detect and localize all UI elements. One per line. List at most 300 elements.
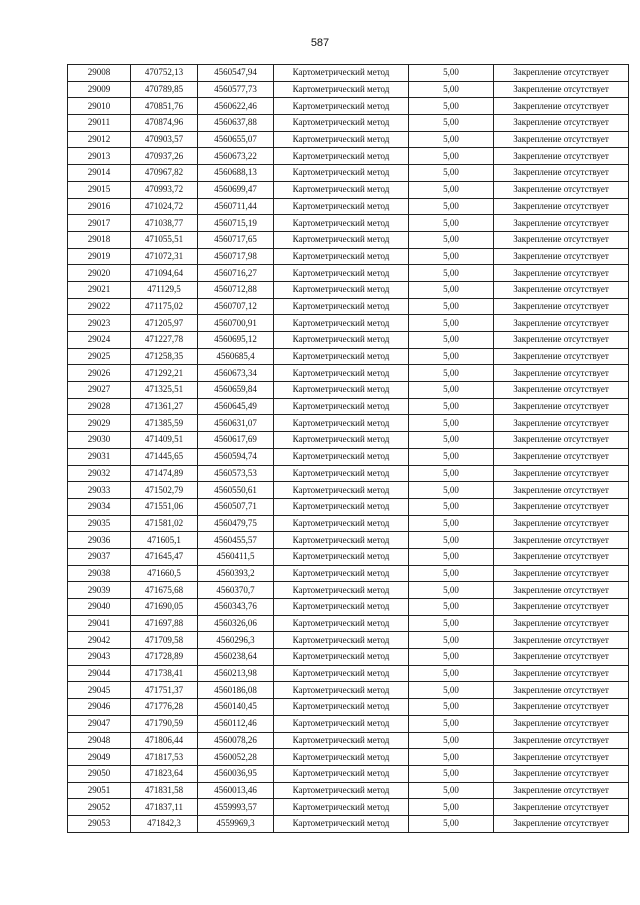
method-cell: Картометрический метод [274, 231, 409, 248]
method-cell: Картометрический метод [274, 632, 409, 649]
x-coordinate-cell: 471175,02 [131, 298, 198, 315]
point-number-cell: 29037 [68, 548, 131, 565]
y-coordinate-cell: 4560712,88 [198, 281, 274, 298]
y-coordinate-cell: 4560052,28 [198, 749, 274, 766]
fixation-cell: Закрепление отсутствует [494, 165, 629, 182]
y-coordinate-cell: 4560036,95 [198, 765, 274, 782]
y-coordinate-cell: 4560655,07 [198, 131, 274, 148]
point-number-cell: 29017 [68, 215, 131, 232]
y-coordinate-cell: 4560343,76 [198, 599, 274, 616]
y-coordinate-cell: 4560699,47 [198, 181, 274, 198]
y-coordinate-cell: 4560213,98 [198, 665, 274, 682]
y-coordinate-cell: 4559969,3 [198, 815, 274, 832]
accuracy-cell: 5,00 [409, 749, 494, 766]
table-row [68, 315, 629, 332]
point-number-cell: 29033 [68, 482, 131, 499]
method-cell: Картометрический метод [274, 749, 409, 766]
fixation-cell: Закрепление отсутствует [494, 448, 629, 465]
point-number-cell: 29032 [68, 465, 131, 482]
table-row [68, 131, 629, 148]
point-number-cell: 29041 [68, 615, 131, 632]
accuracy-cell: 5,00 [409, 198, 494, 215]
table-row [68, 649, 629, 666]
method-cell: Картометрический метод [274, 465, 409, 482]
x-coordinate-cell: 471675,68 [131, 582, 198, 599]
y-coordinate-cell: 4560013,46 [198, 782, 274, 799]
point-number-cell: 29042 [68, 632, 131, 649]
y-coordinate-cell: 4560479,75 [198, 515, 274, 532]
table-row [68, 215, 629, 232]
point-number-cell: 29052 [68, 799, 131, 816]
table-row [68, 398, 629, 415]
y-coordinate-cell: 4560631,07 [198, 415, 274, 432]
method-cell: Картометрический метод [274, 131, 409, 148]
point-number-cell: 29035 [68, 515, 131, 532]
x-coordinate-cell: 471660,5 [131, 565, 198, 582]
table-row [68, 165, 629, 182]
fixation-cell: Закрепление отсутствует [494, 348, 629, 365]
point-number-cell: 29014 [68, 165, 131, 182]
x-coordinate-cell: 471738,41 [131, 665, 198, 682]
method-cell: Картометрический метод [274, 298, 409, 315]
fixation-cell: Закрепление отсутствует [494, 281, 629, 298]
fixation-cell: Закрепление отсутствует [494, 482, 629, 499]
x-coordinate-cell: 471817,53 [131, 749, 198, 766]
accuracy-cell: 5,00 [409, 515, 494, 532]
method-cell: Картометрический метод [274, 565, 409, 582]
method-cell: Картометрический метод [274, 515, 409, 532]
accuracy-cell: 5,00 [409, 181, 494, 198]
point-number-cell: 29026 [68, 365, 131, 382]
y-coordinate-cell: 4560550,61 [198, 482, 274, 499]
y-coordinate-cell: 4560577,73 [198, 81, 274, 98]
x-coordinate-cell: 470937,26 [131, 148, 198, 165]
fixation-cell: Закрепление отсутствует [494, 565, 629, 582]
accuracy-cell: 5,00 [409, 732, 494, 749]
table-row [68, 181, 629, 198]
x-coordinate-cell: 471227,78 [131, 332, 198, 349]
point-number-cell: 29016 [68, 198, 131, 215]
table-row [68, 115, 629, 132]
method-cell: Картометрический метод [274, 615, 409, 632]
x-coordinate-cell: 471205,97 [131, 315, 198, 332]
fixation-cell: Закрепление отсутствует [494, 315, 629, 332]
method-cell: Картометрический метод [274, 365, 409, 382]
table-row [68, 65, 629, 82]
point-number-cell: 29048 [68, 732, 131, 749]
point-number-cell: 29020 [68, 265, 131, 282]
x-coordinate-cell: 471502,79 [131, 482, 198, 499]
table-row [68, 465, 629, 482]
y-coordinate-cell: 4560112,46 [198, 715, 274, 732]
x-coordinate-cell: 471445,65 [131, 448, 198, 465]
y-coordinate-cell: 4560326,06 [198, 615, 274, 632]
y-coordinate-cell: 4560411,5 [198, 548, 274, 565]
x-coordinate-cell: 471806,44 [131, 732, 198, 749]
method-cell: Картометрический метод [274, 332, 409, 349]
table-row [68, 565, 629, 582]
accuracy-cell: 5,00 [409, 532, 494, 549]
table-row [68, 665, 629, 682]
y-coordinate-cell: 4560296,3 [198, 632, 274, 649]
accuracy-cell: 5,00 [409, 599, 494, 616]
accuracy-cell: 5,00 [409, 765, 494, 782]
y-coordinate-cell: 4560716,27 [198, 265, 274, 282]
y-coordinate-cell: 4560717,65 [198, 231, 274, 248]
table-row [68, 682, 629, 699]
accuracy-cell: 5,00 [409, 165, 494, 182]
method-cell: Картометрический метод [274, 148, 409, 165]
y-coordinate-cell: 4560370,7 [198, 582, 274, 599]
x-coordinate-cell: 471837,11 [131, 799, 198, 816]
accuracy-cell: 5,00 [409, 415, 494, 432]
y-coordinate-cell: 4560645,49 [198, 398, 274, 415]
point-number-cell: 29008 [68, 65, 131, 82]
y-coordinate-cell: 4560617,69 [198, 432, 274, 449]
table-row [68, 265, 629, 282]
method-cell: Картометрический метод [274, 382, 409, 399]
x-coordinate-cell: 471645,47 [131, 548, 198, 565]
point-number-cell: 29039 [68, 582, 131, 599]
accuracy-cell: 5,00 [409, 348, 494, 365]
point-number-cell: 29050 [68, 765, 131, 782]
point-number-cell: 29015 [68, 181, 131, 198]
accuracy-cell: 5,00 [409, 448, 494, 465]
table-row [68, 382, 629, 399]
fixation-cell: Закрепление отсутствует [494, 231, 629, 248]
x-coordinate-cell: 470903,57 [131, 131, 198, 148]
point-number-cell: 29027 [68, 382, 131, 399]
point-number-cell: 29019 [68, 248, 131, 265]
x-coordinate-cell: 471325,51 [131, 382, 198, 399]
y-coordinate-cell: 4560685,4 [198, 348, 274, 365]
x-coordinate-cell: 471551,06 [131, 498, 198, 515]
fixation-cell: Закрепление отсутствует [494, 148, 629, 165]
table-row [68, 448, 629, 465]
y-coordinate-cell: 4560715,19 [198, 215, 274, 232]
fixation-cell: Закрепление отсутствует [494, 298, 629, 315]
y-coordinate-cell: 4560707,12 [198, 298, 274, 315]
y-coordinate-cell: 4560078,26 [198, 732, 274, 749]
accuracy-cell: 5,00 [409, 365, 494, 382]
y-coordinate-cell: 4560594,74 [198, 448, 274, 465]
method-cell: Картометрический метод [274, 649, 409, 666]
fixation-cell: Закрепление отсутствует [494, 398, 629, 415]
method-cell: Картометрический метод [274, 582, 409, 599]
point-number-cell: 29029 [68, 415, 131, 432]
point-number-cell: 29046 [68, 699, 131, 716]
point-number-cell: 29028 [68, 398, 131, 415]
table-row [68, 615, 629, 632]
table-row [68, 81, 629, 98]
fixation-cell: Закрепление отсутствует [494, 532, 629, 549]
table-row [68, 98, 629, 115]
table-row [68, 732, 629, 749]
fixation-cell: Закрепление отсутствует [494, 498, 629, 515]
y-coordinate-cell: 4560573,53 [198, 465, 274, 482]
point-number-cell: 29010 [68, 98, 131, 115]
point-number-cell: 29011 [68, 115, 131, 132]
method-cell: Картометрический метод [274, 65, 409, 82]
table-row [68, 582, 629, 599]
point-number-cell: 29047 [68, 715, 131, 732]
point-number-cell: 29049 [68, 749, 131, 766]
method-cell: Картометрический метод [274, 715, 409, 732]
method-cell: Картометрический метод [274, 448, 409, 465]
point-number-cell: 29053 [68, 815, 131, 832]
x-coordinate-cell: 471055,51 [131, 231, 198, 248]
accuracy-cell: 5,00 [409, 248, 494, 265]
fixation-cell: Закрепление отсутствует [494, 465, 629, 482]
method-cell: Картометрический метод [274, 799, 409, 816]
fixation-cell: Закрепление отсутствует [494, 782, 629, 799]
fixation-cell: Закрепление отсутствует [494, 81, 629, 98]
point-number-cell: 29024 [68, 332, 131, 349]
y-coordinate-cell: 4560695,12 [198, 332, 274, 349]
x-coordinate-cell: 471094,64 [131, 265, 198, 282]
fixation-cell: Закрепление отсутствует [494, 732, 629, 749]
table-row [68, 348, 629, 365]
x-coordinate-cell: 471581,02 [131, 515, 198, 532]
table-row [68, 548, 629, 565]
accuracy-cell: 5,00 [409, 465, 494, 482]
fixation-cell: Закрепление отсутствует [494, 365, 629, 382]
table-row [68, 198, 629, 215]
fixation-cell: Закрепление отсутствует [494, 65, 629, 82]
fixation-cell: Закрепление отсутствует [494, 632, 629, 649]
fixation-cell: Закрепление отсутствует [494, 582, 629, 599]
fixation-cell: Закрепление отсутствует [494, 115, 629, 132]
accuracy-cell: 5,00 [409, 799, 494, 816]
table-row [68, 782, 629, 799]
accuracy-cell: 5,00 [409, 315, 494, 332]
point-number-cell: 29043 [68, 649, 131, 666]
table-row [68, 715, 629, 732]
accuracy-cell: 5,00 [409, 215, 494, 232]
point-number-cell: 29038 [68, 565, 131, 582]
table-row [68, 148, 629, 165]
x-coordinate-cell: 470967,82 [131, 165, 198, 182]
fixation-cell: Закрепление отсутствует [494, 131, 629, 148]
accuracy-cell: 5,00 [409, 298, 494, 315]
table-row [68, 632, 629, 649]
y-coordinate-cell: 4560455,57 [198, 532, 274, 549]
table-row [68, 281, 629, 298]
method-cell: Картометрический метод [274, 815, 409, 832]
x-coordinate-cell: 470752,13 [131, 65, 198, 82]
accuracy-cell: 5,00 [409, 615, 494, 632]
y-coordinate-cell: 4559993,57 [198, 799, 274, 816]
method-cell: Картометрический метод [274, 548, 409, 565]
table-row [68, 432, 629, 449]
method-cell: Картометрический метод [274, 348, 409, 365]
method-cell: Картометрический метод [274, 732, 409, 749]
x-coordinate-cell: 471842,3 [131, 815, 198, 832]
y-coordinate-cell: 4560711,44 [198, 198, 274, 215]
y-coordinate-cell: 4560717,98 [198, 248, 274, 265]
fixation-cell: Закрепление отсутствует [494, 181, 629, 198]
point-number-cell: 29025 [68, 348, 131, 365]
method-cell: Картометрический метод [274, 415, 409, 432]
fixation-cell: Закрепление отсутствует [494, 815, 629, 832]
x-coordinate-cell: 471823,64 [131, 765, 198, 782]
table-row [68, 482, 629, 499]
method-cell: Картометрический метод [274, 665, 409, 682]
y-coordinate-cell: 4560673,22 [198, 148, 274, 165]
fixation-cell: Закрепление отсутствует [494, 799, 629, 816]
y-coordinate-cell: 4560547,94 [198, 65, 274, 82]
accuracy-cell: 5,00 [409, 98, 494, 115]
fixation-cell: Закрепление отсутствует [494, 98, 629, 115]
accuracy-cell: 5,00 [409, 148, 494, 165]
y-coordinate-cell: 4560622,46 [198, 98, 274, 115]
method-cell: Картометрический метод [274, 699, 409, 716]
x-coordinate-cell: 470993,72 [131, 181, 198, 198]
method-cell: Картометрический метод [274, 165, 409, 182]
fixation-cell: Закрепление отсутствует [494, 615, 629, 632]
accuracy-cell: 5,00 [409, 665, 494, 682]
fixation-cell: Закрепление отсутствует [494, 548, 629, 565]
point-number-cell: 29036 [68, 532, 131, 549]
method-cell: Картометрический метод [274, 782, 409, 799]
x-coordinate-cell: 471409,51 [131, 432, 198, 449]
method-cell: Картометрический метод [274, 215, 409, 232]
point-number-cell: 29021 [68, 281, 131, 298]
accuracy-cell: 5,00 [409, 782, 494, 799]
fixation-cell: Закрепление отсутствует [494, 198, 629, 215]
accuracy-cell: 5,00 [409, 548, 494, 565]
fixation-cell: Закрепление отсутствует [494, 248, 629, 265]
table-row [68, 749, 629, 766]
fixation-cell: Закрепление отсутствует [494, 215, 629, 232]
method-cell: Картометрический метод [274, 315, 409, 332]
table-row [68, 365, 629, 382]
table-row [68, 799, 629, 816]
fixation-cell: Закрепление отсутствует [494, 715, 629, 732]
accuracy-cell: 5,00 [409, 815, 494, 832]
fixation-cell: Закрепление отсутствует [494, 665, 629, 682]
point-number-cell: 29031 [68, 448, 131, 465]
x-coordinate-cell: 471728,89 [131, 649, 198, 666]
x-coordinate-cell: 471072,31 [131, 248, 198, 265]
fixation-cell: Закрепление отсутствует [494, 265, 629, 282]
method-cell: Картометрический метод [274, 98, 409, 115]
point-number-cell: 29030 [68, 432, 131, 449]
y-coordinate-cell: 4560700,91 [198, 315, 274, 332]
method-cell: Картометрический метод [274, 599, 409, 616]
accuracy-cell: 5,00 [409, 131, 494, 148]
x-coordinate-cell: 471129,5 [131, 281, 198, 298]
y-coordinate-cell: 4560637,88 [198, 115, 274, 132]
accuracy-cell: 5,00 [409, 565, 494, 582]
accuracy-cell: 5,00 [409, 81, 494, 98]
y-coordinate-cell: 4560673,34 [198, 365, 274, 382]
method-cell: Картометрический метод [274, 181, 409, 198]
fixation-cell: Закрепление отсутствует [494, 415, 629, 432]
point-number-cell: 29023 [68, 315, 131, 332]
x-coordinate-cell: 471709,58 [131, 632, 198, 649]
accuracy-cell: 5,00 [409, 382, 494, 399]
accuracy-cell: 5,00 [409, 332, 494, 349]
accuracy-cell: 5,00 [409, 482, 494, 499]
x-coordinate-cell: 471385,59 [131, 415, 198, 432]
point-number-cell: 29044 [68, 665, 131, 682]
fixation-cell: Закрепление отсутствует [494, 682, 629, 699]
x-coordinate-cell: 470851,76 [131, 98, 198, 115]
method-cell: Картометрический метод [274, 398, 409, 415]
fixation-cell: Закрепление отсутствует [494, 649, 629, 666]
x-coordinate-cell: 471776,28 [131, 699, 198, 716]
fixation-cell: Закрепление отсутствует [494, 599, 629, 616]
accuracy-cell: 5,00 [409, 432, 494, 449]
point-number-cell: 29012 [68, 131, 131, 148]
x-coordinate-cell: 471258,35 [131, 348, 198, 365]
fixation-cell: Закрепление отсутствует [494, 332, 629, 349]
y-coordinate-cell: 4560238,64 [198, 649, 274, 666]
method-cell: Картометрический метод [274, 115, 409, 132]
x-coordinate-cell: 471474,89 [131, 465, 198, 482]
x-coordinate-cell: 471038,77 [131, 215, 198, 232]
fixation-cell: Закрепление отсутствует [494, 432, 629, 449]
point-number-cell: 29013 [68, 148, 131, 165]
x-coordinate-cell: 471831,58 [131, 782, 198, 799]
accuracy-cell: 5,00 [409, 582, 494, 599]
table-row [68, 248, 629, 265]
accuracy-cell: 5,00 [409, 632, 494, 649]
accuracy-cell: 5,00 [409, 715, 494, 732]
x-coordinate-cell: 470874,96 [131, 115, 198, 132]
accuracy-cell: 5,00 [409, 265, 494, 282]
table-row [68, 532, 629, 549]
x-coordinate-cell: 471292,21 [131, 365, 198, 382]
method-cell: Картометрический метод [274, 248, 409, 265]
y-coordinate-cell: 4560186,08 [198, 682, 274, 699]
point-number-cell: 29040 [68, 599, 131, 616]
accuracy-cell: 5,00 [409, 231, 494, 248]
table-row [68, 498, 629, 515]
table-row [68, 298, 629, 315]
accuracy-cell: 5,00 [409, 115, 494, 132]
fixation-cell: Закрепление отсутствует [494, 699, 629, 716]
method-cell: Картометрический метод [274, 498, 409, 515]
x-coordinate-cell: 471024,72 [131, 198, 198, 215]
point-number-cell: 29051 [68, 782, 131, 799]
accuracy-cell: 5,00 [409, 682, 494, 699]
table-row [68, 815, 629, 832]
accuracy-cell: 5,00 [409, 498, 494, 515]
fixation-cell: Закрепление отсутствует [494, 749, 629, 766]
x-coordinate-cell: 470789,85 [131, 81, 198, 98]
y-coordinate-cell: 4560688,13 [198, 165, 274, 182]
table-row [68, 765, 629, 782]
x-coordinate-cell: 471690,05 [131, 599, 198, 616]
table-row [68, 599, 629, 616]
method-cell: Картометрический метод [274, 482, 409, 499]
point-number-cell: 29009 [68, 81, 131, 98]
y-coordinate-cell: 4560507,71 [198, 498, 274, 515]
accuracy-cell: 5,00 [409, 699, 494, 716]
method-cell: Картометрический метод [274, 265, 409, 282]
x-coordinate-cell: 471605,1 [131, 532, 198, 549]
point-number-cell: 29022 [68, 298, 131, 315]
method-cell: Картометрический метод [274, 198, 409, 215]
method-cell: Картометрический метод [274, 682, 409, 699]
accuracy-cell: 5,00 [409, 398, 494, 415]
table-row [68, 332, 629, 349]
x-coordinate-cell: 471790,59 [131, 715, 198, 732]
accuracy-cell: 5,00 [409, 281, 494, 298]
coordinates-table-body [68, 65, 629, 833]
